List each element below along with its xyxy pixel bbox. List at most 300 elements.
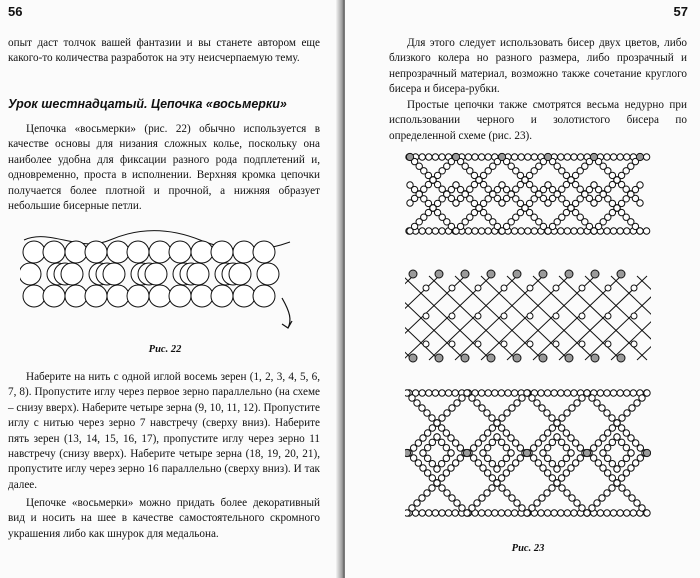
bead: [591, 200, 597, 206]
bead: [127, 241, 149, 263]
bead: [449, 285, 455, 291]
bead: [253, 285, 275, 307]
bead: [571, 228, 577, 234]
bead: [514, 500, 520, 506]
bead: [484, 410, 490, 416]
bead: [494, 466, 500, 472]
bead: [191, 241, 213, 263]
bead: [85, 285, 107, 307]
bead: [604, 410, 610, 416]
bead: [474, 400, 480, 406]
bead: [643, 154, 649, 160]
thread-line: [585, 276, 651, 360]
bead: [605, 313, 611, 319]
bead: [545, 200, 551, 206]
bead: [564, 390, 570, 396]
bead: [107, 285, 129, 307]
bead: [617, 270, 625, 278]
bead: [444, 490, 450, 496]
bead: [604, 228, 610, 234]
bead: [409, 505, 415, 511]
bead: [453, 200, 459, 206]
bead: [461, 354, 469, 362]
bead: [489, 439, 495, 445]
bead: [590, 153, 597, 160]
bead: [501, 285, 507, 291]
bead: [454, 400, 460, 406]
bead: [414, 400, 420, 406]
bead: [149, 285, 171, 307]
bead: [617, 154, 623, 160]
bead: [609, 415, 615, 421]
bead: [443, 444, 449, 450]
bead: [505, 390, 511, 396]
bead: [514, 400, 520, 406]
left-paragraph-2: Цепочка «восьмерки» (рис. 22) обычно используется в качестве основы для низания сложных колье, поскольку она наиболее удобна для фиксации разного рода подплетений и, одновременно, проста в исполнении. Верхняя кромка цепочки получается более плотной и прочной, а нижняя образует небольшие бисерные петли.: [8, 123, 320, 213]
bead: [454, 500, 460, 506]
bead: [461, 270, 469, 278]
bead: [574, 500, 580, 506]
bead: [43, 241, 65, 263]
bead: [127, 285, 149, 307]
bead: [604, 490, 610, 496]
bead: [438, 439, 444, 445]
bead: [522, 205, 528, 211]
bead: [544, 153, 551, 160]
bead: [419, 510, 425, 516]
bead: [544, 455, 550, 461]
bead: [600, 450, 606, 456]
bead: [579, 341, 585, 347]
bead: [624, 410, 630, 416]
right-paragraph-2: Простые цепочки также смотрятся весьма недурно при использовании черного и золотистого бисера по определенной схеме (рис. 23).: [389, 99, 687, 142]
bead: [498, 439, 504, 445]
figure-23-pattern-middle: [405, 268, 651, 364]
bead: [577, 154, 583, 160]
bead: [65, 241, 87, 263]
bead: [529, 395, 535, 401]
bead: [605, 285, 611, 291]
left-paragraph-4: Цепочке «восьмерки» можно придать более декоративный вид и носить на шее в качестве самостоятельного скромного украшения либо как шнурок для медальона.: [8, 497, 320, 540]
bead: [511, 228, 517, 234]
bead: [487, 270, 495, 278]
bead: [519, 395, 525, 401]
bead: [407, 200, 413, 206]
bead: [430, 205, 436, 211]
bead: [472, 154, 478, 160]
bead: [253, 241, 275, 263]
bead: [637, 228, 643, 234]
bead: [149, 241, 171, 263]
bead: [499, 485, 505, 491]
bead: [452, 510, 458, 516]
thread-line: [405, 276, 465, 360]
bead: [107, 241, 129, 263]
bead: [630, 510, 636, 516]
bead: [540, 450, 546, 456]
bead: [211, 241, 233, 263]
bead: [432, 390, 438, 396]
bead: [405, 390, 410, 396]
bead: [439, 390, 445, 396]
bead: [549, 439, 555, 445]
bead: [524, 510, 530, 516]
bead: [579, 313, 585, 319]
bead: [559, 485, 565, 491]
bead: [485, 510, 491, 516]
page-number-left: 56: [8, 4, 23, 19]
bead: [558, 439, 564, 445]
bead: [484, 455, 490, 461]
bead: [623, 455, 629, 461]
bead: [609, 460, 615, 466]
bead: [103, 263, 125, 285]
bead: [85, 241, 107, 263]
bead: [538, 390, 544, 396]
left-paragraph-1: опыт даст толчок вашей фантазии и вы станете автором еще какого-то количества разработок на эту неисчерпаемую тему.: [8, 37, 320, 65]
bead: [229, 263, 251, 285]
bead: [452, 153, 459, 160]
bead: [494, 480, 500, 486]
bead: [527, 313, 533, 319]
bead: [614, 466, 620, 472]
bead: [597, 510, 603, 516]
bead: [452, 390, 458, 396]
bead: [434, 434, 440, 440]
bead: [518, 228, 524, 234]
bead: [503, 444, 509, 450]
bead: [624, 490, 630, 496]
bead: [618, 460, 624, 466]
bead: [519, 505, 525, 511]
bead: [583, 449, 590, 456]
bead: [531, 154, 537, 160]
bead: [544, 410, 550, 416]
bead: [435, 354, 443, 362]
bead: [409, 270, 417, 278]
bead: [439, 485, 445, 491]
bead: [639, 505, 645, 511]
bead: [524, 390, 530, 396]
bead: [539, 495, 545, 501]
bead: [478, 154, 484, 160]
bead: [558, 228, 564, 234]
bead: [465, 154, 471, 160]
bead: [449, 313, 455, 319]
bead: [448, 450, 454, 456]
bead: [424, 455, 430, 461]
bead: [617, 390, 623, 396]
bead: [558, 510, 564, 516]
bead: [508, 450, 514, 456]
bead: [513, 354, 521, 362]
bead: [511, 390, 517, 396]
bead: [409, 395, 415, 401]
bead: [563, 444, 569, 450]
bead: [429, 415, 435, 421]
bead: [419, 228, 425, 234]
bead: [553, 313, 559, 319]
bead: [634, 500, 640, 506]
bead: [619, 485, 625, 491]
bead: [604, 455, 610, 461]
thread-line: [405, 276, 439, 360]
bead: [549, 460, 555, 466]
bead: [429, 460, 435, 466]
bead: [564, 490, 570, 496]
bead: [599, 495, 605, 501]
bead: [426, 390, 432, 396]
bead: [554, 480, 560, 486]
bead: [459, 395, 465, 401]
left-paragraph-3: Наберите на нить с одной иглой восемь зерен (1, 2, 3, 4, 5, 6, 7, 8). Пропустите иглу через первое зерно параллельно (на схеме – снизу вверх). Наберите четыре зерна (9, 10, 11, 12). Пропустите иглу с нитью через зерно 7 навстречу (сверху вниз). Наберите пять зерен (13, 14, 15, 16, 17), пропустите иглу через зерно 11 навстречу (снизу вверх). Наберите четыре зерна (18, 19, 20, 21), пропустите иглу через зерно 16 параллельно (сверху вниз). И так далее.: [8, 371, 320, 491]
thread-line: [405, 276, 413, 360]
bead: [639, 395, 645, 401]
bead: [485, 228, 491, 234]
bead: [169, 241, 191, 263]
bead: [564, 410, 570, 416]
bead: [432, 510, 438, 516]
bead: [644, 390, 650, 396]
bead: [513, 270, 521, 278]
bead: [434, 466, 440, 472]
bead: [169, 285, 191, 307]
bead: [426, 154, 432, 160]
bead: [484, 490, 490, 496]
bead: [631, 341, 637, 347]
bead: [624, 154, 630, 160]
bead: [187, 263, 209, 285]
bead: [145, 263, 167, 285]
bead: [498, 390, 504, 396]
bead: [630, 390, 636, 396]
bead: [469, 505, 475, 511]
bead: [475, 285, 481, 291]
bead: [529, 505, 535, 511]
bead: [525, 228, 531, 234]
bead: [604, 390, 610, 396]
bead: [589, 395, 595, 401]
bead: [501, 341, 507, 347]
bead: [534, 500, 540, 506]
bead: [504, 410, 510, 416]
bead: [406, 153, 413, 160]
bead: [568, 450, 574, 456]
bead: [544, 490, 550, 496]
thread-line: [637, 276, 651, 360]
bead: [503, 455, 509, 461]
bead: [501, 313, 507, 319]
thread-line: [405, 276, 413, 360]
bead: [628, 450, 634, 456]
right-paragraph-1: Для этого следует использовать бисер двух цветов, либо близкого колера но разного размера, либо прозрачный и непрозрачный материал, возможно также сочетание круглого бисера и бисера-рубки.: [389, 37, 687, 96]
bead: [479, 405, 485, 411]
bead: [489, 415, 495, 421]
bead: [505, 510, 511, 516]
bead: [584, 510, 590, 516]
bead: [449, 405, 455, 411]
bead: [551, 510, 557, 516]
bead: [554, 434, 560, 440]
bead: [604, 444, 610, 450]
bead: [432, 154, 438, 160]
bead: [444, 410, 450, 416]
bead: [472, 228, 478, 234]
bead: [629, 495, 635, 501]
bead: [624, 390, 630, 396]
bead: [564, 154, 570, 160]
bead: [539, 354, 547, 362]
bead: [591, 354, 599, 362]
bead: [539, 270, 547, 278]
figure-22-caption: Рис. 22: [148, 344, 182, 355]
bead: [439, 415, 445, 421]
thread-line: [405, 276, 465, 360]
bead: [634, 400, 640, 406]
bead: [544, 510, 550, 516]
bead: [499, 200, 505, 206]
right-page: [345, 0, 700, 578]
bead: [61, 263, 83, 285]
bead: [489, 485, 495, 491]
bead: [644, 510, 650, 516]
bead: [631, 285, 637, 291]
bead: [443, 455, 449, 461]
bead: [531, 228, 537, 234]
bead: [527, 341, 533, 347]
bead: [478, 510, 484, 516]
bead: [23, 285, 45, 307]
bead: [623, 444, 629, 450]
bead: [511, 510, 517, 516]
bead: [565, 354, 573, 362]
bead: [617, 228, 623, 234]
bead: [419, 495, 425, 501]
bead: [43, 285, 65, 307]
bead: [610, 228, 616, 234]
bead: [574, 400, 580, 406]
bead: [405, 510, 410, 516]
bead: [624, 228, 630, 234]
figure-23-pattern-top: [405, 152, 651, 236]
bead: [614, 480, 620, 486]
bead: [527, 285, 533, 291]
bead: [494, 434, 500, 440]
bead: [439, 154, 445, 160]
bead: [464, 510, 470, 516]
bead: [434, 480, 440, 486]
bead: [257, 263, 279, 285]
bead: [492, 510, 498, 516]
bead: [599, 405, 605, 411]
bead: [498, 510, 504, 516]
bead: [563, 455, 569, 461]
bead: [65, 285, 87, 307]
bead: [597, 390, 603, 396]
bead: [617, 510, 623, 516]
bead: [614, 434, 620, 440]
bead: [439, 510, 445, 516]
bead: [610, 154, 616, 160]
bead: [498, 153, 505, 160]
bead: [534, 400, 540, 406]
left-page: [0, 0, 340, 578]
bead: [465, 228, 471, 234]
bead: [605, 341, 611, 347]
bead: [429, 485, 435, 491]
bead: [619, 415, 625, 421]
bead: [476, 205, 482, 211]
bead: [487, 354, 495, 362]
bead: [609, 485, 615, 491]
bead: [617, 354, 625, 362]
bead: [424, 444, 430, 450]
bead: [479, 495, 485, 501]
bead: [544, 390, 550, 396]
bead: [405, 449, 411, 456]
bead: [610, 390, 616, 396]
bead: [553, 285, 559, 291]
bead: [419, 390, 425, 396]
bead: [449, 495, 455, 501]
bead: [571, 510, 577, 516]
bead: [424, 410, 430, 416]
bead: [594, 400, 600, 406]
bead: [643, 449, 650, 456]
bead: [419, 405, 425, 411]
bead: [469, 395, 475, 401]
bead: [604, 510, 610, 516]
bead: [564, 228, 570, 234]
bead: [419, 154, 425, 160]
thread-line: [637, 276, 651, 360]
bead: [549, 415, 555, 421]
figure-23-caption: Рис. 23: [511, 543, 545, 554]
bead: [478, 390, 484, 396]
bead: [475, 341, 481, 347]
bead: [571, 390, 577, 396]
bead: [579, 505, 585, 511]
bead: [579, 395, 585, 401]
bead: [424, 490, 430, 496]
bead: [589, 505, 595, 511]
bead: [571, 154, 577, 160]
bead: [438, 460, 444, 466]
bead: [538, 510, 544, 516]
bead: [499, 415, 505, 421]
bead: [498, 460, 504, 466]
figure-22-eight-chain: [20, 228, 310, 333]
bead: [604, 154, 610, 160]
bead: [610, 510, 616, 516]
bead: [568, 205, 574, 211]
bead: [569, 405, 575, 411]
bead: [426, 228, 432, 234]
bead: [544, 444, 550, 450]
page-number-right: 57: [673, 4, 688, 19]
bead: [485, 390, 491, 396]
bead: [511, 154, 517, 160]
bead: [480, 450, 486, 456]
bead: [525, 154, 531, 160]
bead: [211, 285, 233, 307]
bead: [426, 510, 432, 516]
bead: [489, 460, 495, 466]
bead: [478, 228, 484, 234]
bead: [409, 354, 417, 362]
bead: [584, 390, 590, 396]
bead: [577, 228, 583, 234]
